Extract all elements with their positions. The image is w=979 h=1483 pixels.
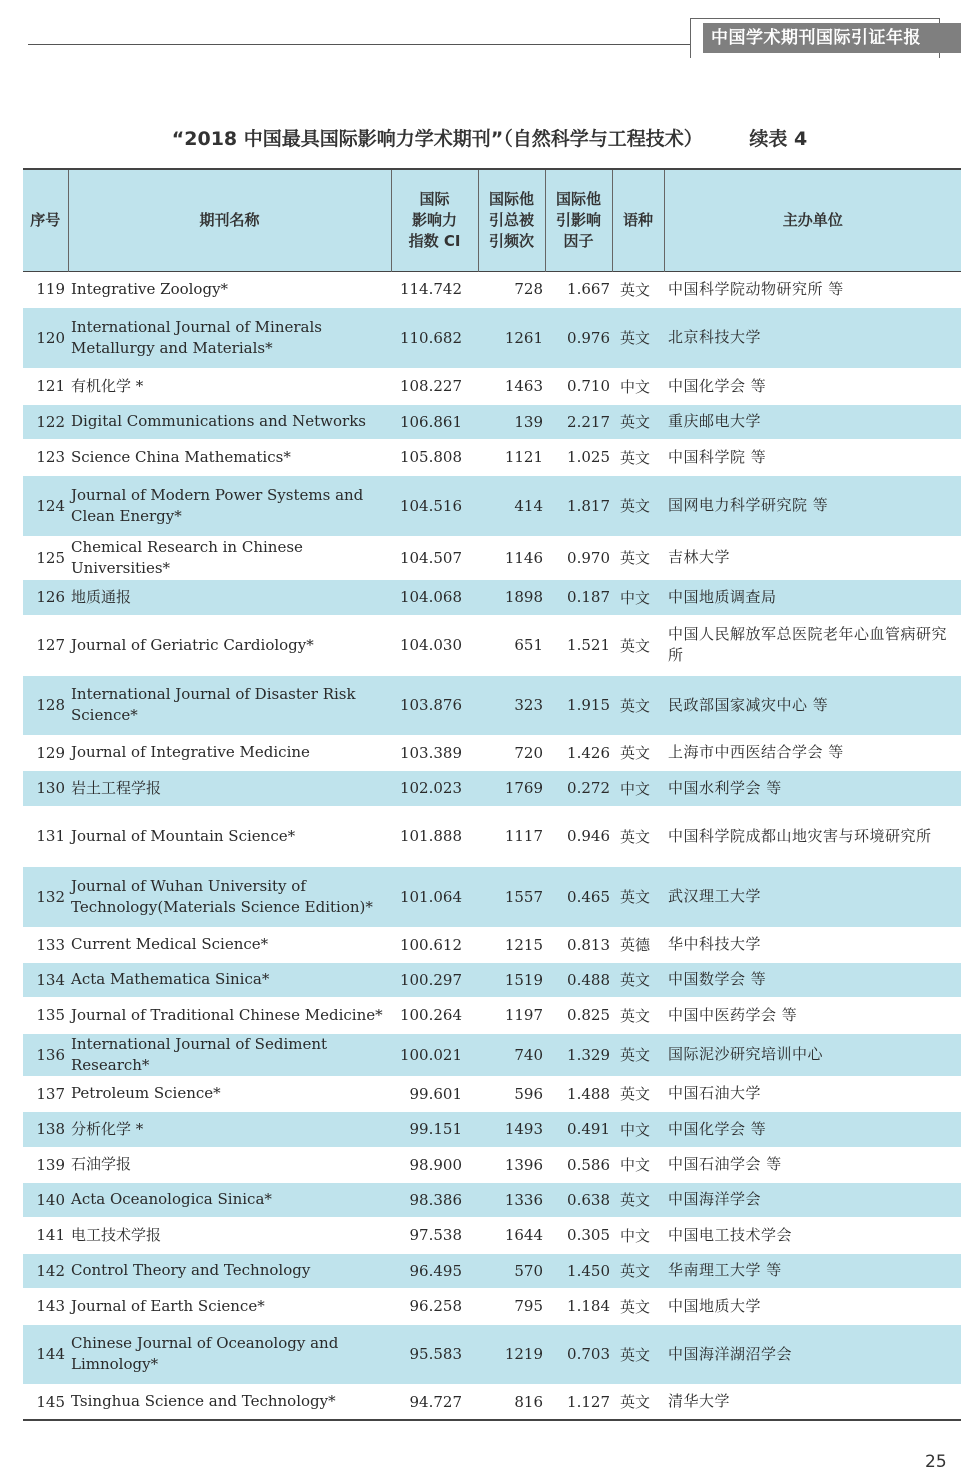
table-row <box>23 806 961 866</box>
citations-value: 323 <box>478 675 545 735</box>
running-header: 中国学术期刊国际引证年报 <box>703 23 961 53</box>
row-number: 124 <box>23 475 68 536</box>
sponsor: 中国科学院动物研究所 等 <box>668 279 844 298</box>
row-number: 122 <box>23 404 68 439</box>
ci-value: 114.742 <box>399 280 462 298</box>
ci-value: 104.507 <box>399 548 462 567</box>
sponsor: 中国科学院成都山地灾害与环境研究所 <box>668 826 932 845</box>
language: 中文 <box>612 579 664 615</box>
impact-factor-value: 1.667 <box>567 280 610 298</box>
impact-factor-value: 0.638 <box>545 1182 612 1217</box>
table-row <box>23 675 961 735</box>
row-number: 130 <box>23 770 68 806</box>
language: 英文 <box>612 475 664 536</box>
ci-value: 95.583 <box>391 1324 478 1384</box>
language: 英文 <box>612 1033 664 1076</box>
row-number: 135 <box>36 1006 65 1024</box>
ci-value: 98.386 <box>391 1182 478 1217</box>
impact-factor-value: 1.915 <box>545 675 612 735</box>
ci-value: 97.538 <box>409 1226 462 1244</box>
row-number: 132 <box>23 866 68 927</box>
table-row <box>23 1033 961 1076</box>
sponsor: 中国地质调查局 <box>664 579 961 615</box>
language: 英文 <box>620 1297 651 1316</box>
citations-value: 816 <box>514 1392 543 1411</box>
page-title <box>0 124 979 151</box>
table-row <box>23 1324 961 1384</box>
citations-value: 1117 <box>504 827 543 845</box>
sponsor: 中国海洋湖沼学会 <box>664 1324 961 1384</box>
impact-factor-value: 0.272 <box>545 770 612 806</box>
journal-name: 岩土工程学报 <box>68 770 391 806</box>
row-number: 131 <box>36 827 65 845</box>
page-number: 25 <box>925 1452 947 1472</box>
language: 英文 <box>612 962 664 997</box>
row-number: 144 <box>23 1324 68 1384</box>
language: 中文 <box>620 1226 651 1245</box>
table-row <box>23 404 961 439</box>
ci-value: 108.227 <box>399 377 462 395</box>
journal-name: Current Medical Science* <box>71 935 269 953</box>
impact-factor-value: 1.184 <box>567 1297 610 1315</box>
ci-value: 104.068 <box>391 579 478 615</box>
journal-name: Journal of Mountain Science* <box>71 826 296 845</box>
language: 中文 <box>620 1156 651 1174</box>
table-body <box>23 271 961 1420</box>
ci-value: 96.495 <box>391 1253 478 1288</box>
sponsor: 吉林大学 <box>668 548 731 566</box>
table-row <box>23 307 961 368</box>
col-header-citations: 国际他 引总被 引频次 <box>478 169 545 271</box>
journal-name: 电工技术学报 <box>71 1225 162 1244</box>
impact-factor-value: 0.586 <box>567 1155 610 1174</box>
impact-factor-value: 0.976 <box>545 307 612 368</box>
citations-value: 795 <box>514 1297 543 1315</box>
table-row <box>23 997 961 1033</box>
impact-factor-value: 2.217 <box>545 404 612 439</box>
citations-value: 1215 <box>504 935 543 954</box>
ci-value: 98.900 <box>409 1155 462 1174</box>
sponsor: 中国人民解放军总医院老年心血管病研究所 <box>668 625 948 664</box>
sponsor: 民政部国家减灾中心 等 <box>664 675 961 735</box>
ci-value: 104.030 <box>399 636 462 654</box>
impact-factor-value: 0.488 <box>545 962 612 997</box>
ci-value: 100.264 <box>399 1006 462 1024</box>
table-row <box>23 579 961 615</box>
journal-name: 石油学报 <box>71 1155 132 1173</box>
ci-value: 99.601 <box>409 1084 462 1103</box>
table-row <box>23 271 961 307</box>
sponsor: 华中科技大学 <box>668 935 762 953</box>
language: 英文 <box>620 744 651 762</box>
language: 中文 <box>612 770 664 806</box>
journal-name: Integrative Zoology* <box>71 279 229 298</box>
col-header-language: 语种 <box>612 169 664 271</box>
citations-value: 1219 <box>478 1324 545 1384</box>
impact-factor-value: 1.127 <box>567 1392 610 1411</box>
row-number: 128 <box>23 675 68 735</box>
sponsor: 中国石油学会 等 <box>668 1155 782 1173</box>
citations-value: 1261 <box>478 307 545 368</box>
sponsor: 中国数学会 等 <box>664 962 961 997</box>
sponsor: 中国地质大学 <box>668 1296 762 1315</box>
impact-factor-value: 1.426 <box>567 743 610 762</box>
citations-value: 651 <box>514 636 543 654</box>
impact-factor-value: 0.703 <box>545 1324 612 1384</box>
citations-value: 1519 <box>478 962 545 997</box>
ci-value: 102.023 <box>391 770 478 806</box>
impact-factor-value: 0.305 <box>567 1226 610 1244</box>
row-number: 142 <box>23 1253 68 1288</box>
row-number: 121 <box>36 377 65 395</box>
table-row <box>23 866 961 927</box>
language: 英文 <box>620 448 651 467</box>
language: 英文 <box>620 280 651 299</box>
ci-value: 101.888 <box>399 827 462 845</box>
row-number: 125 <box>36 548 65 567</box>
journal-name: 地质通报 <box>68 579 391 615</box>
ci-value: 105.808 <box>399 448 462 466</box>
journal-name: Journal of Modern Power Systems and Clean Energy* <box>68 475 391 536</box>
ci-value: 106.861 <box>391 404 478 439</box>
sponsor: 武汉理工大学 <box>664 866 961 927</box>
language: 中文 <box>620 377 651 396</box>
sponsor: 中国化学会 等 <box>668 376 767 395</box>
sponsor: 国网电力科学研究院 等 <box>664 475 961 536</box>
table-row <box>23 1111 961 1147</box>
sponsor: 上海市中西医结合学会 等 <box>668 743 844 761</box>
sponsor: 清华大学 <box>668 1392 731 1411</box>
journal-name: International Journal of Disaster Risk Science* <box>68 675 391 735</box>
language: 英文 <box>612 404 664 439</box>
impact-factor-value: 0.970 <box>567 548 610 567</box>
journal-name: Journal of Wuhan University of Technology(Materials Science Edition)* <box>68 866 391 927</box>
table-row <box>23 1076 961 1111</box>
table-row <box>23 439 961 475</box>
journal-table <box>23 168 961 1421</box>
language: 英文 <box>612 1253 664 1288</box>
citations-value: 1336 <box>478 1182 545 1217</box>
citations-value: 414 <box>478 475 545 536</box>
sponsor: 华南理工大学 等 <box>664 1253 961 1288</box>
impact-factor-value: 1.817 <box>545 475 612 536</box>
impact-factor-value: 0.710 <box>567 377 610 395</box>
citations-value: 1121 <box>504 448 543 466</box>
impact-factor-value: 1.488 <box>567 1084 610 1103</box>
impact-factor-value: 0.491 <box>545 1111 612 1147</box>
citations-value: 1396 <box>504 1155 543 1174</box>
col-header-ci: 国际 影响力 指数 CI <box>391 169 478 271</box>
row-number: 133 <box>36 935 65 954</box>
language: 中文 <box>612 1111 664 1147</box>
journal-name: Acta Mathematica Sinica* <box>68 962 391 997</box>
journal-name: 分析化学 * <box>68 1111 391 1147</box>
table-row <box>23 536 961 579</box>
ci-value: 100.021 <box>391 1033 478 1076</box>
journal-name: 有机化学 * <box>71 376 144 395</box>
citations-value: 139 <box>478 404 545 439</box>
impact-factor-value: 0.825 <box>567 1006 610 1024</box>
sponsor: 中国海洋学会 <box>664 1182 961 1217</box>
journal-name: Journal of Geriatric Cardiology* <box>71 635 314 654</box>
sponsor: 中国化学会 等 <box>664 1111 961 1147</box>
table-row <box>23 615 961 675</box>
row-number: 139 <box>36 1155 65 1174</box>
language: 英文 <box>612 866 664 927</box>
table-row <box>23 1384 961 1420</box>
continued-label: 续表 4 <box>749 128 808 150</box>
table-row <box>23 735 961 770</box>
journal-name: Science China Mathematics* <box>71 447 291 466</box>
citations-value: 1197 <box>504 1006 543 1024</box>
journal-name: Journal of Traditional Chinese Medicine* <box>71 1005 383 1024</box>
row-number: 120 <box>23 307 68 368</box>
row-number: 134 <box>23 962 68 997</box>
row-number: 129 <box>36 743 65 762</box>
citations-value: 1644 <box>504 1226 543 1244</box>
impact-factor-value: 0.187 <box>545 579 612 615</box>
ci-value: 99.151 <box>391 1111 478 1147</box>
table-header-row <box>23 169 961 271</box>
row-number: 119 <box>36 280 65 298</box>
language: 英文 <box>612 1182 664 1217</box>
language: 英文 <box>620 1085 651 1103</box>
citations-value: 1146 <box>504 548 543 567</box>
journal-name: Tsinghua Science and Technology* <box>71 1392 336 1411</box>
impact-factor-value: 0.465 <box>545 866 612 927</box>
journal-name: Control Theory and Technology <box>68 1253 391 1288</box>
table-row <box>23 962 961 997</box>
ci-value: 96.258 <box>409 1297 462 1315</box>
citations-value: 720 <box>514 743 543 762</box>
header-rule <box>28 44 696 45</box>
sponsor: 中国科学院 等 <box>668 447 767 466</box>
impact-factor-value: 1.025 <box>567 448 610 466</box>
language: 英文 <box>612 307 664 368</box>
sponsor: 中国中医药学会 等 <box>668 1005 798 1024</box>
language: 英文 <box>612 675 664 735</box>
ci-value: 103.876 <box>391 675 478 735</box>
sponsor: 重庆邮电大学 <box>664 404 961 439</box>
table-row <box>23 770 961 806</box>
ci-value: 94.727 <box>409 1392 462 1411</box>
journal-name: Digital Communications and Networks <box>68 404 391 439</box>
row-number: 137 <box>36 1084 65 1103</box>
table-row <box>23 1253 961 1288</box>
impact-factor-value: 1.329 <box>545 1033 612 1076</box>
sponsor: 国际泥沙研究培训中心 <box>664 1033 961 1076</box>
col-header-impact-factor: 国际他 引影响 因子 <box>545 169 612 271</box>
table-row <box>23 1217 961 1253</box>
row-number: 138 <box>23 1111 68 1147</box>
language: 英文 <box>612 1324 664 1384</box>
sponsor: 北京科技大学 <box>664 307 961 368</box>
citations-value: 740 <box>478 1033 545 1076</box>
impact-factor-value: 1.521 <box>567 636 610 654</box>
row-number: 143 <box>36 1297 65 1315</box>
language: 英文 <box>620 1006 651 1025</box>
impact-factor-value: 0.946 <box>567 827 610 845</box>
table-row <box>23 1182 961 1217</box>
citations-value: 1463 <box>504 377 543 395</box>
citations-value: 1557 <box>478 866 545 927</box>
running-header-tab <box>690 18 940 58</box>
language: 英德 <box>620 936 651 954</box>
table-row <box>23 475 961 536</box>
language: 英文 <box>620 827 651 846</box>
sponsor: 中国电工技术学会 <box>668 1225 793 1244</box>
ci-value: 104.516 <box>391 475 478 536</box>
citations-value: 1493 <box>478 1111 545 1147</box>
journal-name: Journal of Earth Science* <box>71 1296 265 1315</box>
table-row <box>23 1147 961 1182</box>
citations-value: 1898 <box>478 579 545 615</box>
col-header-no: 序号 <box>23 169 68 271</box>
table-row <box>23 927 961 962</box>
language: 英文 <box>620 636 651 655</box>
journal-name: International Journal of Sediment Research* <box>68 1033 391 1076</box>
language: 英文 <box>620 549 651 567</box>
sponsor: 中国石油大学 <box>668 1084 762 1102</box>
journal-name: Chemical Research in Chinese Universities* <box>71 537 303 577</box>
row-number: 136 <box>23 1033 68 1076</box>
journal-name: Acta Oceanologica Sinica* <box>68 1182 391 1217</box>
citations-value: 570 <box>478 1253 545 1288</box>
row-number: 126 <box>23 579 68 615</box>
ci-value: 101.064 <box>391 866 478 927</box>
ci-value: 103.389 <box>399 743 462 762</box>
citations-value: 596 <box>514 1084 543 1103</box>
citations-value: 728 <box>514 280 543 298</box>
table-row <box>23 1288 961 1324</box>
impact-factor-value: 0.813 <box>567 935 610 954</box>
ci-value: 100.297 <box>391 962 478 997</box>
table-row <box>23 368 961 404</box>
row-number: 145 <box>36 1392 65 1411</box>
impact-factor-value: 1.450 <box>545 1253 612 1288</box>
citations-value: 1769 <box>478 770 545 806</box>
journal-name: Journal of Integrative Medicine <box>71 743 310 761</box>
row-number: 127 <box>36 636 65 654</box>
sponsor: 中国水利学会 等 <box>664 770 961 806</box>
row-number: 123 <box>36 448 65 466</box>
table-title: “2018 中国最具国际影响力学术期刊”（自然科学与工程技术） <box>171 128 703 150</box>
ci-value: 100.612 <box>399 935 462 954</box>
journal-name: Petroleum Science* <box>71 1084 221 1102</box>
row-number: 141 <box>36 1226 65 1244</box>
row-number: 140 <box>23 1182 68 1217</box>
col-header-sponsor: 主办单位 <box>782 210 843 229</box>
journal-name: International Journal of Minerals Metallurgy and Materials* <box>68 307 391 368</box>
language: 英文 <box>620 1393 651 1412</box>
col-header-name: 期刊名称 <box>68 169 391 271</box>
ci-value: 110.682 <box>391 307 478 368</box>
journal-name: Chinese Journal of Oceanology and Limnology* <box>68 1324 391 1384</box>
